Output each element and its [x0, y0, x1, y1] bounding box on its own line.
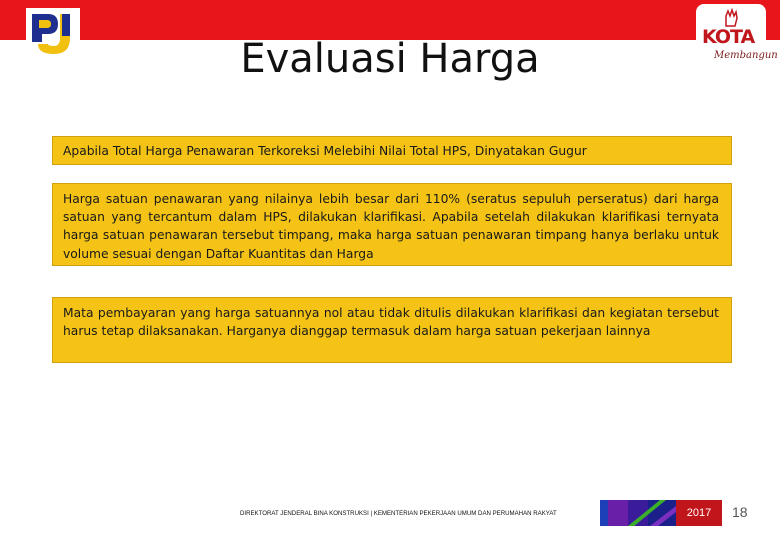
- text-box-1: Apabila Total Harga Penawaran Terkoreksi Melebihi Nilai Total HPS, Dinyatakan Gugur: [52, 136, 732, 165]
- year-badge: 2017: [676, 500, 722, 526]
- footer-color-strip: [600, 500, 676, 526]
- color-strip-graphic: [600, 500, 676, 526]
- slide-title: Evaluasi Harga: [240, 36, 540, 82]
- text-box-2: Harga satuan penawaran yang nilainya lebih besar dari 110% (seratus sepuluh perseratus) dari harga satuan yang tercantum dalam HPS, dilakukan klarifikasi. Apabila setelah dilakukan klarifikasi ternyata harga satuan penawaran tersebut timpang, maka harga satuan penawaran timpang hanya berlaku untuk volume sesuai dengan Daftar Kuantitas dan Harga: [52, 183, 732, 266]
- header-bar: [0, 0, 780, 40]
- footer-org-text: DIREKTORAT JENDERAL BINA KONSTRUKSI | KEMENTERIAN PEKERJAAN UMUM DAN PERUMAHAN RAKYAT: [240, 510, 557, 517]
- hand-icon: [722, 8, 740, 28]
- page-number: 18: [732, 504, 748, 520]
- kota-logo-subtext: Membangun: [714, 50, 778, 61]
- kota-logo-text: KOTA: [702, 26, 755, 48]
- text-box-3: Mata pembayaran yang harga satuannya nol atau tidak ditulis dilakukan klarifikasi dan kegiatan tersebut harus tetap dilaksanakan. Harganya dianggap termasuk dalam harga satuan pekerjaan lainnya: [52, 297, 732, 363]
